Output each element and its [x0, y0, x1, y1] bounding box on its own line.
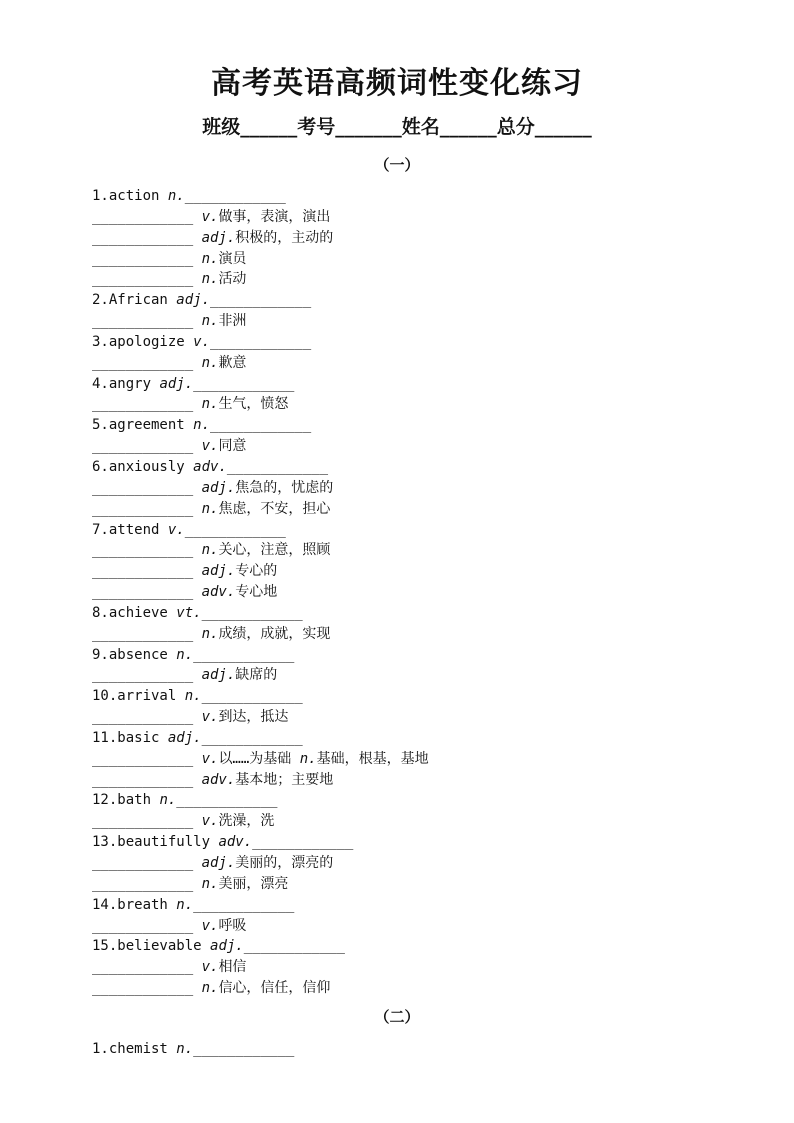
line-text: ____________	[92, 250, 202, 267]
part-of-speech: 基本地；主要地	[235, 771, 334, 788]
line-text: ____________	[92, 813, 202, 830]
exercise-line	[92, 436, 429, 457]
part-of-speech: ____________	[201, 729, 303, 746]
part-of-speech: n.	[201, 354, 219, 371]
exercise-list-2	[92, 1039, 294, 1060]
part-of-speech: n.	[176, 896, 194, 913]
part-of-speech: adv.	[201, 584, 236, 601]
part-of-speech: adv.	[218, 834, 253, 851]
exercise-line	[92, 707, 429, 728]
exercise-line	[92, 624, 429, 645]
part-of-speech: v.	[193, 333, 211, 350]
part-of-speech: v.	[201, 709, 219, 726]
part-of-speech: ____________	[193, 375, 295, 392]
line-text: 14.breath	[92, 896, 177, 913]
exercise-line	[92, 540, 429, 561]
part-of-speech: 同意	[218, 438, 247, 455]
part-of-speech: 焦急的，忧虑的	[235, 479, 334, 496]
part-of-speech: ____________	[252, 834, 354, 851]
part-of-speech: adj.	[201, 563, 236, 580]
part-of-speech: n.	[193, 417, 211, 434]
exercise-line	[92, 686, 429, 707]
part-of-speech: ____________	[210, 417, 312, 434]
exercise-line	[92, 186, 429, 207]
part-of-speech: vt.	[176, 604, 202, 621]
exercise-line	[92, 457, 429, 478]
line-text: ____________	[92, 875, 202, 892]
line-text: ____________	[92, 396, 202, 413]
line-text: ____________	[92, 667, 202, 684]
line-text: 10.arrival	[92, 688, 185, 705]
line-text: ____________	[92, 584, 202, 601]
line-text: ____________	[92, 709, 202, 726]
part-of-speech: adj.	[201, 855, 236, 871]
exercise-line	[92, 332, 429, 353]
part-of-speech: 歉意	[218, 354, 247, 371]
part-of-speech: 到达，抵达	[218, 709, 289, 726]
line-text: 5.agreement	[92, 417, 194, 434]
exercise-line	[92, 811, 429, 832]
exercise-line	[92, 603, 429, 624]
part-of-speech: 活动	[218, 271, 247, 288]
line-text: ____________	[92, 625, 202, 642]
line-text: 1.chemist	[92, 1041, 177, 1057]
part-of-speech: 洗澡，洗	[218, 813, 275, 830]
part-of-speech: 以……为基础	[218, 750, 300, 767]
part-of-speech: ____________	[184, 188, 286, 204]
part-of-speech: n.	[176, 646, 194, 663]
part-of-speech: adj.	[167, 729, 202, 746]
exercise-line	[92, 645, 429, 666]
exercise-line	[92, 936, 429, 957]
exercise-line	[92, 269, 429, 290]
line-text: 12.bath	[92, 792, 160, 809]
exercise-line	[92, 499, 429, 520]
exercise-line	[92, 978, 429, 999]
line-text: ____________	[92, 479, 202, 496]
exercise-line	[92, 228, 429, 249]
part-of-speech: v.	[201, 208, 219, 225]
part-of-speech: 专心地	[235, 584, 278, 601]
line-text: ____________	[92, 917, 202, 934]
part-of-speech: 相信	[218, 959, 247, 976]
exercise-line	[92, 290, 429, 311]
part-of-speech: 基础，根基，基地	[316, 750, 429, 767]
part-of-speech: n.	[201, 980, 219, 997]
exercise-line	[92, 1039, 294, 1060]
part-of-speech: n.	[201, 625, 219, 642]
line-text: 1.action	[92, 188, 168, 204]
part-of-speech: v.	[201, 438, 219, 455]
exercise-line	[92, 957, 429, 978]
part-of-speech: ____________	[226, 458, 329, 475]
part-of-speech: n.	[159, 792, 177, 809]
part-of-speech: n.	[201, 313, 219, 330]
line-text: 11.basic	[92, 729, 168, 746]
part-of-speech: n.	[201, 500, 219, 517]
exercise-line	[92, 520, 429, 541]
exercise-line	[92, 415, 429, 436]
line-text: 3.apologize	[92, 333, 194, 350]
line-text: 7.attend	[92, 521, 168, 538]
exercise-line	[92, 249, 429, 270]
part-of-speech: 信心，信任，信仰	[218, 980, 331, 997]
part-of-speech: 美丽的，漂亮的	[235, 855, 334, 871]
part-of-speech: ____________	[210, 292, 312, 309]
part-of-speech: adj.	[201, 229, 236, 246]
exercise-line	[92, 561, 429, 582]
line-text: ____________	[92, 855, 202, 871]
part-of-speech: n.	[299, 750, 317, 767]
part-of-speech: n.	[167, 188, 185, 204]
exercise-line	[92, 374, 429, 395]
line-text: ____________	[92, 313, 202, 330]
line-text: ____________	[92, 750, 202, 767]
part-of-speech: n.	[184, 688, 202, 705]
part-of-speech: adj.	[176, 292, 211, 309]
part-of-speech: v.	[167, 521, 185, 538]
part-of-speech: n.	[176, 1041, 194, 1057]
line-text: 2.African	[92, 292, 177, 309]
part-of-speech: ____________	[193, 1041, 295, 1057]
part-of-speech: adj.	[159, 375, 194, 392]
exercise-line	[92, 478, 429, 499]
exercise-line	[92, 790, 429, 811]
line-text: ____________	[92, 271, 202, 288]
exercise-line	[92, 916, 429, 937]
part-of-speech: adj.	[201, 479, 236, 496]
exercise-list-1	[92, 186, 429, 999]
exercise-line	[92, 895, 429, 916]
part-of-speech: ____________	[201, 688, 303, 705]
line-text: ____________	[92, 542, 202, 559]
part-of-speech: v.	[201, 750, 219, 767]
part-of-speech: 缺席的	[235, 667, 278, 684]
part-of-speech: ____________	[201, 604, 303, 621]
part-of-speech: n.	[201, 396, 219, 413]
part-of-speech: 关心，注意，照顾	[218, 542, 331, 559]
part-of-speech: 焦虑，不安，担心	[218, 500, 331, 517]
line-text: ____________	[92, 563, 202, 580]
line-text: 9.absence	[92, 646, 177, 663]
part-of-speech: n.	[201, 250, 219, 267]
part-of-speech: adj.	[210, 938, 244, 955]
line-text: ____________	[92, 229, 202, 246]
part-of-speech: 成绩，成就，实现	[218, 625, 331, 642]
part-of-speech: ____________	[193, 896, 295, 913]
exercise-line	[92, 207, 429, 228]
part-of-speech: adj.	[201, 667, 236, 684]
part-of-speech: ____________	[184, 521, 286, 538]
exercise-line	[92, 582, 429, 603]
part-of-speech: 生气，愤怒	[218, 396, 289, 413]
line-text: ____________	[92, 354, 202, 371]
page-title: 高考英语高频词性变化练习	[211, 66, 583, 101]
part-of-speech: ____________	[193, 646, 295, 663]
part-of-speech: 演员	[218, 250, 247, 267]
part-of-speech: adv.	[193, 458, 227, 475]
line-text: 15.believable	[92, 938, 211, 955]
line-text: 4.angry	[92, 375, 160, 392]
line-text: ____________	[92, 771, 202, 788]
part-of-speech: ____________	[243, 938, 345, 955]
part-of-speech: ____________	[176, 792, 278, 809]
part-of-speech: 呼吸	[218, 917, 247, 934]
section-heading-1: （一）	[374, 156, 420, 174]
student-info-line: 班级______考号_______姓名______总分______	[202, 116, 592, 138]
part-of-speech: adv.	[201, 771, 236, 788]
line-text: ____________	[92, 980, 202, 997]
part-of-speech: 积极的，主动的	[235, 229, 334, 246]
exercise-line	[92, 853, 429, 874]
part-of-speech: 专心的	[235, 563, 278, 580]
exercise-line	[92, 749, 429, 770]
line-text: ____________	[92, 208, 202, 225]
part-of-speech: n.	[201, 271, 219, 288]
line-text: ____________	[92, 438, 202, 455]
line-text: 13.beautifully	[92, 834, 219, 851]
line-text: ____________	[92, 500, 202, 517]
part-of-speech: v.	[201, 959, 219, 976]
part-of-speech: 非洲	[218, 313, 247, 330]
exercise-line	[92, 665, 429, 686]
exercise-line	[92, 394, 429, 415]
part-of-speech: 美丽，漂亮	[218, 875, 289, 892]
part-of-speech: n.	[201, 875, 219, 892]
part-of-speech: v.	[201, 813, 219, 830]
part-of-speech: ____________	[210, 333, 312, 350]
part-of-speech: v.	[201, 917, 219, 934]
section-heading-2: （二）	[374, 1008, 420, 1026]
exercise-line	[92, 353, 429, 374]
line-text: 8.achieve	[92, 604, 177, 621]
part-of-speech: n.	[201, 542, 219, 559]
line-text: ____________	[92, 959, 202, 976]
exercise-line	[92, 728, 429, 749]
exercise-line	[92, 874, 429, 895]
line-text: 6.anxiously	[92, 458, 194, 475]
exercise-line	[92, 770, 429, 791]
part-of-speech: 做事，表演，演出	[218, 208, 331, 225]
exercise-line	[92, 832, 429, 853]
exercise-line	[92, 311, 429, 332]
